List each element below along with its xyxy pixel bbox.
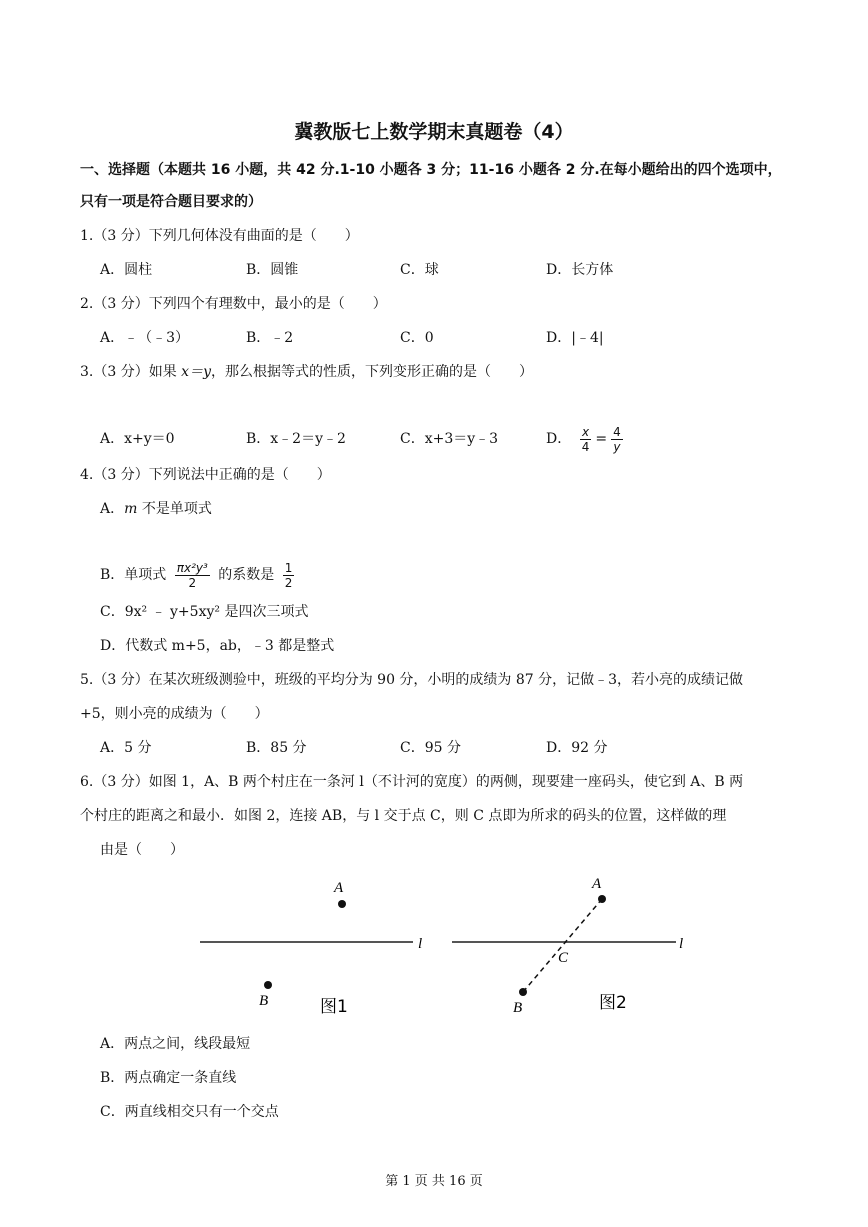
q1-option-d: D．长方体: [546, 262, 614, 278]
fig1-point-b: [264, 981, 272, 989]
q4-b-monomial: [175, 561, 210, 590]
q4-a-label: A．: [100, 501, 125, 517]
q4-b-num2: 1: [284, 560, 293, 575]
question-2-stem: 2.（3 分）下列四个有理数中，最小的是（ ）: [80, 296, 387, 312]
fig2-point-a: [598, 895, 606, 903]
q2-option-c: C．0: [400, 330, 434, 346]
river-figure: [0, 870, 868, 1030]
q5-option-d: D．92 分: [546, 740, 608, 756]
q5-option-a: A．5 分: [100, 740, 152, 756]
q3-d-fraction-right: [611, 425, 623, 454]
section-heading-line1: 一、选择题（本题共 16 小题，共 42 分.1-10 小题各 3 分；11-16 小题各 2 分.在每小题给出的四个选项中，: [80, 162, 782, 178]
q4-b-mid: 的系数是: [218, 567, 275, 583]
q3-stem-suffix: ，那么根据等式的性质，下列变形正确的是（ ）: [210, 364, 533, 380]
q4-b-num: πx²y³: [176, 560, 208, 575]
q1-option-c: C．球: [400, 262, 439, 278]
q4-option-c: C．9x² ﹣ y+5xy² 是四次三项式: [100, 604, 309, 620]
fig1-label-a: A: [334, 880, 344, 896]
fig1-caption: 图1: [320, 997, 348, 1017]
fig2-caption: 图2: [599, 993, 627, 1013]
q3-d-equals: =: [595, 431, 608, 447]
question-6-line1: 6.（3 分）如图 1，A、B 两个村庄在一条河 l（不计河的宽度）的两侧，现要建一座码头，使它到 A、B 两: [80, 774, 744, 790]
fig1-point-a: [338, 900, 346, 908]
fig2-point-b: [519, 988, 527, 996]
q2-option-b: B．﹣2: [246, 330, 294, 346]
question-1-stem: 1.（3 分）下列几何体没有曲面的是（ ）: [80, 228, 359, 244]
q4-option-d: D．代数式 m+5，ab，﹣3 都是整式: [100, 638, 335, 654]
q3-d-den1: 4: [581, 439, 590, 454]
question-6-line2: 个村庄的距离之和最小．如图 2，连接 AB，与 l 交于点 C，则 C 点即为所求的码头的位置，这样做的理: [80, 808, 727, 824]
question-4-stem: 4.（3 分）下列说法中正确的是（ ）: [80, 467, 331, 483]
fig1-label-l: l: [418, 936, 423, 952]
q3-option-d-label: D．: [546, 431, 572, 447]
q3-option-a: A．x+y＝0: [100, 431, 175, 447]
q6-option-c: C．两直线相交只有一个交点: [100, 1104, 279, 1120]
page-title: 冀教版七上数学期末真题卷（4）: [294, 121, 574, 143]
fig2-label-c: C: [558, 950, 569, 966]
q1-option-a: A．圆柱: [100, 262, 153, 278]
question-5-line2: +5，则小亮的成绩为（ ）: [80, 706, 269, 722]
q3-d-num1: x: [581, 424, 590, 439]
q3-d-fraction-left: [580, 425, 592, 454]
question-5-line1: 5.（3 分）在某次班级测验中，班级的平均分为 90 分，小明的成绩为 87 分，记做﹣3，若小亮的成绩记做: [80, 672, 744, 688]
fig2-segment-ab: [523, 899, 602, 992]
q4-option-a: [100, 499, 212, 519]
q4-b-label: B．单项式: [100, 567, 167, 583]
q6-option-a: A．两点之间，线段最短: [100, 1036, 251, 1052]
q3-stem-equation: x＝y: [181, 364, 211, 380]
q3-d-num2: 4: [613, 424, 621, 439]
q5-option-c: C．95 分: [400, 740, 461, 756]
q3-option-d: [546, 418, 627, 460]
fig1-label-b: B: [259, 993, 269, 1009]
q4-b-coefficient: [283, 561, 295, 590]
q3-d-den2: y: [613, 439, 621, 454]
fig2-label-b: B: [513, 1000, 523, 1016]
q3-stem-prefix: 3.（3 分）如果: [80, 364, 182, 380]
q4-a-text: 不是单项式: [137, 501, 212, 517]
page-footer: 第 1 页 共 16 页: [385, 1174, 483, 1189]
question-3-stem: [80, 362, 533, 382]
q2-option-a: A．﹣（﹣3）: [100, 330, 190, 346]
q2-option-d: D．|﹣4|: [546, 330, 604, 346]
q1-option-b: B．圆锥: [246, 262, 299, 278]
q5-option-b: B．85 分: [246, 740, 307, 756]
q6-option-b: B．两点确定一条直线: [100, 1070, 237, 1086]
q3-option-b: B．x﹣2＝y﹣2: [246, 431, 346, 447]
question-6-line3: 由是（ ）: [100, 842, 184, 858]
fig2-label-l: l: [679, 936, 684, 952]
q4-b-den: 2: [188, 575, 197, 590]
q4-a-var: m: [124, 501, 138, 517]
fig2-label-a: A: [592, 876, 602, 892]
q4-option-b: [100, 553, 298, 597]
q4-b-den2: 2: [284, 575, 293, 590]
q3-option-c: C．x+3＝y﹣3: [400, 431, 499, 447]
section-heading-line2: 只有一项是符合题目要求的）: [80, 194, 262, 210]
